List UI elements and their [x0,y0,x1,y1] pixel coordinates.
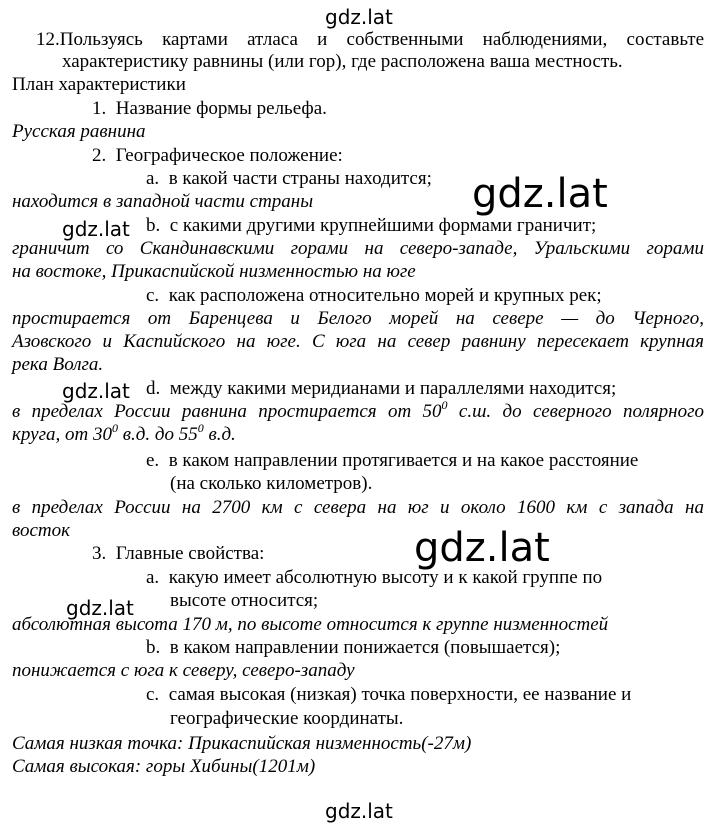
item-2d-answer-2c: в.д. [203,424,236,445]
item-2e-marker: e. [146,450,160,471]
item-2c [146,285,704,307]
watermark-top: gdz.lat [325,5,393,29]
item-3c-marker: c. [146,684,160,705]
item-2 [92,145,704,167]
item-3b-marker: b. [146,637,161,658]
watermark-large-2: gdz.lat [414,525,550,571]
item-2d-answer-1-degree: 0 [441,397,448,412]
item-2b-answer-line-1: граничит со Скандинавскими горами на северо-западе, Уральскими горами [12,238,704,259]
item-2d-answer-1a: в пределах России равнина простирается от 50 [12,401,442,422]
item-2-text: Географическое положение: [115,145,343,166]
item-3 [92,543,704,565]
item-1-answer: Русская равнина [12,121,146,142]
item-2c-text: как расположена относительно морей и крупных рек; [168,285,602,306]
item-3c-answer-line-1: Самая низкая точка: Прикаспийская низменность(-27м) [12,733,472,754]
task-statement-line-1: 12.Пользуясь картами атласа и собственными наблюдениями, составьте [36,29,704,50]
item-2c-answer-line-2: Азовского и Каспийского на юге. С юга на север равнину пересекает крупная [12,331,704,352]
item-2d-answer-1b: с.ш. до северного полярного [447,401,704,422]
item-3b-text: в каком направлении понижается (повышается); [169,637,561,658]
item-2d-text: между какими меридианами и параллелями находится; [169,378,617,399]
plan-title: План характеристики [12,74,186,95]
watermark-small-d: gdz.lat [62,379,130,403]
item-2d-answer-line-1 [12,397,704,423]
item-2b-text: с какими другими крупнейшими формами граничит; [169,215,597,236]
item-2a-marker: a. [146,168,160,189]
item-3a-text-line-2: высоте относится; [170,590,319,611]
item-3a-text: какую имеет абсолютную высоту и к какой группе по [168,567,603,588]
item-2e-text: в каком направлении протягивается и на какое расстояние [168,450,639,471]
item-2d-answer-2a: круга, от 30 [12,424,112,445]
watermark-small-3a: gdz.lat [66,596,134,620]
item-3a [146,567,704,589]
item-3c [146,684,704,706]
item-3a-answer: абсолютная высота 170 м, по высоте относится к группе низменностей [12,614,609,635]
item-2-number: 2. [92,145,107,166]
watermark-small-b: gdz.lat [62,217,130,241]
item-2b-answer-line-2: на востоке, Прикаспийской низменностью на юге [12,261,416,282]
item-2d-answer-2-degree-1: 0 [111,420,118,435]
item-2d-marker: d. [146,378,161,399]
item-2e [146,450,704,472]
item-2e-answer-line-2: восток [12,520,71,541]
item-2d-answer-line-2 [12,420,704,446]
item-3a-marker: a. [146,567,160,588]
item-2c-marker: c. [146,285,160,306]
item-3c-text-line-2: географические координаты. [170,708,404,729]
watermark-large-1: gdz.lat [472,171,608,217]
item-2d-answer-2b: в.д. до 55 [117,424,198,445]
item-2d [146,378,704,400]
item-2c-answer-line-1: простирается от Баренцева и Белого морей на севере — до Черного, [12,308,704,329]
item-2a-text: в какой части страны находится; [168,168,432,189]
item-2e-text-line-2: (на сколько километров). [170,473,373,494]
item-3c-answer-line-2: Самая высокая: горы Хибины(1201м) [12,756,316,777]
item-2a-answer: находится в западной части страны [12,191,314,212]
item-2d-answer-2-degree-2: 0 [197,420,204,435]
item-2b-marker: b. [146,215,161,236]
item-3-text: Главные свойства: [115,543,265,564]
item-3c-text: самая высокая (низкая) точка поверхности, ее название и [168,684,632,705]
item-1-text: Название формы рельефа. [115,98,327,119]
item-2c-answer-line-3: река Волга. [12,354,104,375]
watermark-bottom: gdz.lat [325,799,393,823]
item-2a [146,168,704,190]
item-3b [146,637,704,659]
task-statement-line-2: характеристику равнины (или гор), где расположена ваша местность. [62,51,623,72]
item-1 [92,98,704,120]
item-3b-answer: понижается с юга к северу, северо-западу [12,660,355,681]
item-2b [146,215,704,237]
item-3-number: 3. [92,543,107,564]
item-1-number: 1. [92,98,107,119]
item-2e-answer-line-1: в пределах России на 2700 км с севера на юг и около 1600 км с запада на [12,497,704,518]
